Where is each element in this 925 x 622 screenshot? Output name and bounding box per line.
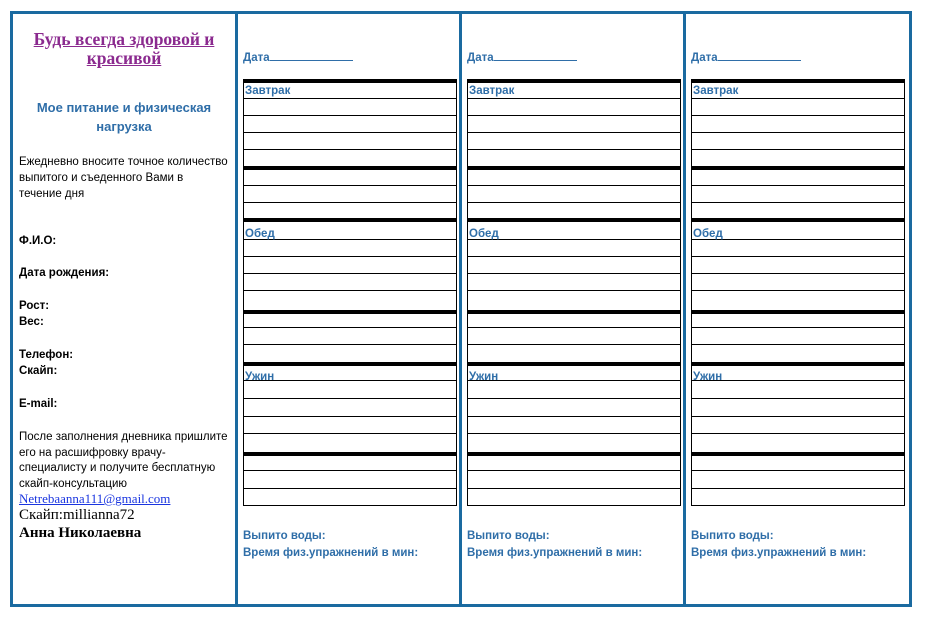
- water-label: Выпито воды:: [691, 530, 774, 542]
- date-field[interactable]: Дата: [243, 49, 353, 64]
- breakfast-label: Завтрак: [469, 85, 515, 97]
- table-row-line: [467, 470, 681, 471]
- date-underline: [270, 49, 353, 61]
- table-row-line: [691, 149, 905, 150]
- table-row-line: [243, 98, 457, 99]
- breakfast-label: Завтрак: [245, 85, 291, 97]
- table-row-line: [691, 470, 905, 471]
- section-divider: [691, 79, 905, 83]
- table-row-line: [691, 202, 905, 203]
- section-divider: [691, 166, 905, 170]
- table-border: [467, 79, 468, 505]
- section-divider: [467, 166, 681, 170]
- table-row-line: [467, 327, 681, 328]
- table-row-line: [243, 202, 457, 203]
- table-row-line: [467, 98, 681, 99]
- table-row-line: [243, 380, 457, 381]
- table-row-line: [243, 290, 457, 291]
- table-row-line: [243, 327, 457, 328]
- section-divider: [691, 452, 905, 456]
- field-skype-label: Скайп:: [19, 365, 58, 377]
- day-panel-1: [235, 11, 463, 607]
- section-divider: [467, 452, 681, 456]
- table-row-line: [691, 185, 905, 186]
- table-row-line: [691, 433, 905, 434]
- table-row-line: [691, 327, 905, 328]
- table-row-line: [243, 488, 457, 489]
- table-row-line: [467, 380, 681, 381]
- section-divider: [243, 166, 457, 170]
- section-divider: [467, 218, 681, 222]
- table-border: [243, 79, 244, 505]
- table-row-line: [691, 132, 905, 133]
- table-border: [691, 79, 692, 505]
- table-row-line: [467, 433, 681, 434]
- dinner-label: Ужин: [693, 371, 723, 383]
- section-divider: [691, 362, 905, 366]
- section-divider: [467, 310, 681, 314]
- table-row-line: [467, 273, 681, 274]
- table-row-line: [243, 433, 457, 434]
- table-row-line: [691, 344, 905, 345]
- table-row-line: [467, 290, 681, 291]
- subtitle: Мое питание и физическая нагрузка: [36, 100, 212, 134]
- table-row-line: [243, 239, 457, 240]
- table-border: [456, 79, 457, 505]
- info-panel: [10, 11, 238, 607]
- day-panel-3: [683, 11, 912, 607]
- table-row-line: [243, 256, 457, 257]
- field-birthdate-label: Дата рождения:: [19, 267, 110, 279]
- table-row-line: [243, 344, 457, 345]
- table-border: [680, 79, 681, 505]
- section-divider: [467, 79, 681, 83]
- section-divider: [691, 310, 905, 314]
- section-divider: [243, 79, 457, 83]
- section-divider: [691, 218, 905, 222]
- date-underline: [494, 49, 577, 61]
- field-height-label: Рост:: [19, 300, 50, 312]
- breakfast-label: Завтрак: [693, 85, 739, 97]
- table-row-line: [691, 290, 905, 291]
- page-title: Будь всегда здоровой и красивой: [33, 29, 215, 68]
- section-divider: [467, 362, 681, 366]
- table-row-line: [243, 149, 457, 150]
- meal-table: [243, 79, 457, 520]
- water-label: Выпито воды:: [467, 530, 550, 542]
- intro-text: Ежедневно вносите точное количество выпитого и съеденного Вами в течение дня: [19, 156, 228, 200]
- table-row-line: [467, 416, 681, 417]
- table-row-line: [467, 256, 681, 257]
- skype-contact: Скайп:millianna72: [19, 507, 135, 523]
- exercise-label: Время физ.упражнений в мин:: [467, 547, 643, 559]
- table-row-line: [691, 416, 905, 417]
- table-row-line: [691, 98, 905, 99]
- dinner-label: Ужин: [245, 371, 275, 383]
- section-divider: [243, 218, 457, 222]
- date-underline: [718, 49, 801, 61]
- table-row-line: [467, 185, 681, 186]
- table-row-line: [691, 505, 905, 506]
- section-divider: [243, 310, 457, 314]
- lunch-label: Обед: [693, 228, 723, 240]
- field-weight-label: Вес:: [19, 316, 44, 328]
- exercise-label: Время физ.упражнений в мин:: [243, 547, 419, 559]
- exercise-label: Время физ.упражнений в мин:: [691, 547, 867, 559]
- table-row-line: [691, 488, 905, 489]
- meal-table: [467, 79, 681, 520]
- after-text: После заполнения дневника пришлите его на расшифровку врачу-специалисту и получите бесплатную скайп-консультацию: [19, 431, 228, 490]
- table-row-line: [467, 344, 681, 345]
- lunch-label: Обед: [469, 228, 499, 240]
- table-row-line: [691, 256, 905, 257]
- table-row-line: [243, 416, 457, 417]
- table-row-line: [467, 132, 681, 133]
- table-row-line: [691, 398, 905, 399]
- field-phone-label: Телефон:: [19, 349, 74, 361]
- table-row-line: [243, 470, 457, 471]
- table-row-line: [243, 115, 457, 116]
- table-row-line: [467, 115, 681, 116]
- table-row-line: [243, 398, 457, 399]
- day-panel-2: [459, 11, 687, 607]
- table-row-line: [691, 380, 905, 381]
- table-row-line: [243, 132, 457, 133]
- date-field[interactable]: Дата: [467, 49, 577, 64]
- table-row-line: [467, 398, 681, 399]
- table-row-line: [243, 185, 457, 186]
- table-row-line: [467, 202, 681, 203]
- water-label: Выпито воды:: [243, 530, 326, 542]
- section-divider: [243, 452, 457, 456]
- table-row-line: [691, 239, 905, 240]
- author-name: Анна Николаевна: [19, 525, 142, 541]
- field-email-label: E-mail:: [19, 398, 58, 410]
- table-border: [904, 79, 905, 505]
- date-field[interactable]: Дата: [691, 49, 801, 64]
- lunch-label: Обед: [245, 228, 275, 240]
- field-fio-label: Ф.И.О:: [19, 235, 57, 247]
- table-row-line: [691, 273, 905, 274]
- meal-table: [691, 79, 905, 520]
- table-row-line: [467, 149, 681, 150]
- table-row-line: [243, 505, 457, 506]
- table-row-line: [243, 273, 457, 274]
- table-row-line: [691, 115, 905, 116]
- email-link[interactable]: Netrebaanna111@gmail.com: [19, 491, 171, 506]
- table-row-line: [467, 239, 681, 240]
- section-divider: [243, 362, 457, 366]
- table-row-line: [467, 488, 681, 489]
- table-row-line: [467, 505, 681, 506]
- dinner-label: Ужин: [469, 371, 499, 383]
